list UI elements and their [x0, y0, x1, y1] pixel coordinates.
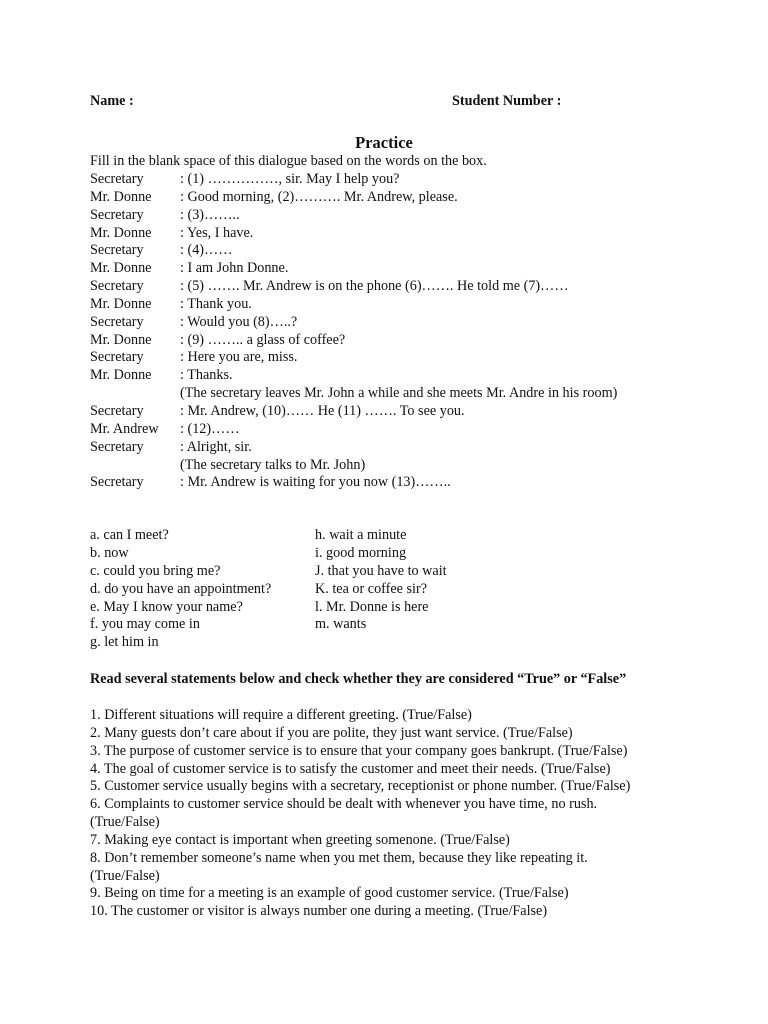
- dialogue-row: [90, 171, 730, 189]
- statement-line: 6. Complaints to customer service should be dealt with whenever you have time, no rush.: [90, 796, 598, 813]
- dialogue-line: : (12)……: [180, 420, 240, 437]
- dialogue-line: : Yes, I have.: [180, 224, 254, 241]
- dialogue-row: [90, 385, 730, 403]
- statement-line: 8. Don’t remember someone’s name when you met them, because they like repeating it.: [90, 849, 588, 866]
- dialogue-speaker: Secretary: [90, 438, 144, 455]
- dialogue-line: : I am John Donne.: [180, 260, 289, 277]
- dialogue-speaker: Secretary: [90, 242, 144, 259]
- dialogue-row: [90, 457, 730, 475]
- dialogue-row: [90, 421, 730, 439]
- dialogue-line: : Alright, sir.: [180, 438, 252, 455]
- dialogue-speaker: Secretary: [90, 402, 144, 419]
- dialogue-row: [90, 439, 730, 457]
- dialogue-line: : (3)……..: [180, 206, 240, 223]
- dialogue-section: [90, 171, 730, 492]
- dialogue-row: [90, 349, 730, 367]
- word-option: e. May I know your name?: [90, 598, 243, 615]
- dialogue-line: : Good morning, (2)………. Mr. Andrew, please.: [180, 188, 458, 205]
- statement-line: (True/False): [90, 814, 160, 831]
- word-option: a. can I meet?: [90, 527, 169, 543]
- dialogue-line: : Thank you.: [180, 295, 252, 312]
- dialogue-line: (The secretary leaves Mr. John a while and she meets Mr. Andre in his room): [180, 385, 618, 402]
- dialogue-speaker: Mr. Donne: [90, 367, 152, 384]
- word-option: c. could you bring me?: [90, 562, 221, 579]
- dialogue-line: : (5) ……. Mr. Andrew is on the phone (6)……. He told me (7)……: [180, 278, 569, 295]
- instruction-text: Fill in the blank space of this dialogue based on the words on the box.: [90, 153, 487, 169]
- word-option: i. good morning: [315, 544, 407, 561]
- word-box-right-column: [315, 527, 447, 634]
- dialogue-row: [90, 225, 730, 243]
- word-option: b. now: [90, 544, 129, 561]
- word-option: J. that you have to wait: [315, 562, 447, 579]
- dialogue-row: [90, 242, 730, 260]
- dialogue-line: : Mr. Andrew, (10)…… He (11) ……. To see you.: [180, 402, 465, 419]
- statement-line: 10. The customer or visitor is always number one during a meeting. (True/False): [90, 903, 548, 920]
- dialogue-line: : Mr. Andrew is waiting for you now (13)……..: [180, 474, 451, 491]
- dialogue-speaker: Mr. Donne: [90, 188, 152, 205]
- dialogue-row: [90, 260, 730, 278]
- statement-line: 4. The goal of customer service is to satisfy the customer and meet their needs. (True/False): [90, 760, 611, 777]
- dialogue-row: [90, 474, 730, 492]
- dialogue-speaker: Secretary: [90, 474, 144, 491]
- word-option: K. tea or coffee sir?: [315, 580, 427, 597]
- statements-list: [90, 707, 690, 921]
- statement-line: 1. Different situations will require a different greeting. (True/False): [90, 707, 472, 723]
- dialogue-row: [90, 207, 730, 225]
- word-box-left-column: [90, 527, 271, 652]
- dialogue-row: [90, 314, 730, 332]
- statement-line: 5. Customer service usually begins with a secretary, receptionist or phone number. (True/False): [90, 778, 631, 795]
- dialogue-speaker: Mr. Donne: [90, 295, 152, 312]
- word-option: m. wants: [315, 616, 367, 633]
- dialogue-line: : Thanks.: [180, 367, 233, 384]
- word-option: d. do you have an appointment?: [90, 580, 272, 597]
- true-false-heading: Read several statements below and check whether they are considered “True” or “False”: [90, 671, 627, 687]
- dialogue-speaker: Secretary: [90, 349, 144, 366]
- statement-line: 9. Being on time for a meeting is an example of good customer service. (True/False): [90, 885, 569, 902]
- dialogue-row: [90, 367, 730, 385]
- dialogue-row: [90, 278, 730, 296]
- dialogue-line: (The secretary talks to Mr. John): [180, 456, 366, 473]
- statement-line: 3. The purpose of customer service is to ensure that your company goes bankrupt. (True/False): [90, 742, 628, 759]
- dialogue-row: [90, 189, 730, 207]
- page-title: Practice: [355, 133, 413, 152]
- dialogue-line: : Would you (8)…..?: [180, 313, 298, 330]
- dialogue-line: : (4)……: [180, 242, 233, 259]
- statement-line: (True/False): [90, 867, 160, 884]
- dialogue-speaker: Mr. Andrew: [90, 420, 159, 437]
- dialogue-line: : (1) ……………, sir. May I help you?: [180, 171, 400, 187]
- dialogue-speaker: Secretary: [90, 206, 144, 223]
- dialogue-speaker: Mr. Donne: [90, 224, 152, 241]
- statement-line: 7. Making eye contact is important when greeting somenone. (True/False): [90, 831, 510, 848]
- dialogue-row: [90, 332, 730, 350]
- dialogue-speaker: Mr. Donne: [90, 331, 152, 348]
- student-number-label: Student Number :: [452, 93, 562, 109]
- dialogue-row: [90, 296, 730, 314]
- dialogue-speaker: Secretary: [90, 313, 144, 330]
- name-label: Name :: [90, 93, 134, 109]
- word-option: h. wait a minute: [315, 527, 407, 543]
- dialogue-line: : Here you are, miss.: [180, 349, 298, 366]
- dialogue-speaker: Secretary: [90, 278, 144, 295]
- word-option: f. you may come in: [90, 616, 200, 633]
- dialogue-row: [90, 403, 730, 421]
- dialogue-speaker: Mr. Donne: [90, 260, 152, 277]
- word-option: l. Mr. Donne is here: [315, 598, 429, 615]
- statement-line: 2. Many guests don’t care about if you are polite, they just want service. (True/False): [90, 724, 573, 741]
- dialogue-speaker: Secretary: [90, 171, 144, 187]
- dialogue-line: : (9) …….. a glass of coffee?: [180, 331, 346, 348]
- word-option: g. let him in: [90, 634, 159, 651]
